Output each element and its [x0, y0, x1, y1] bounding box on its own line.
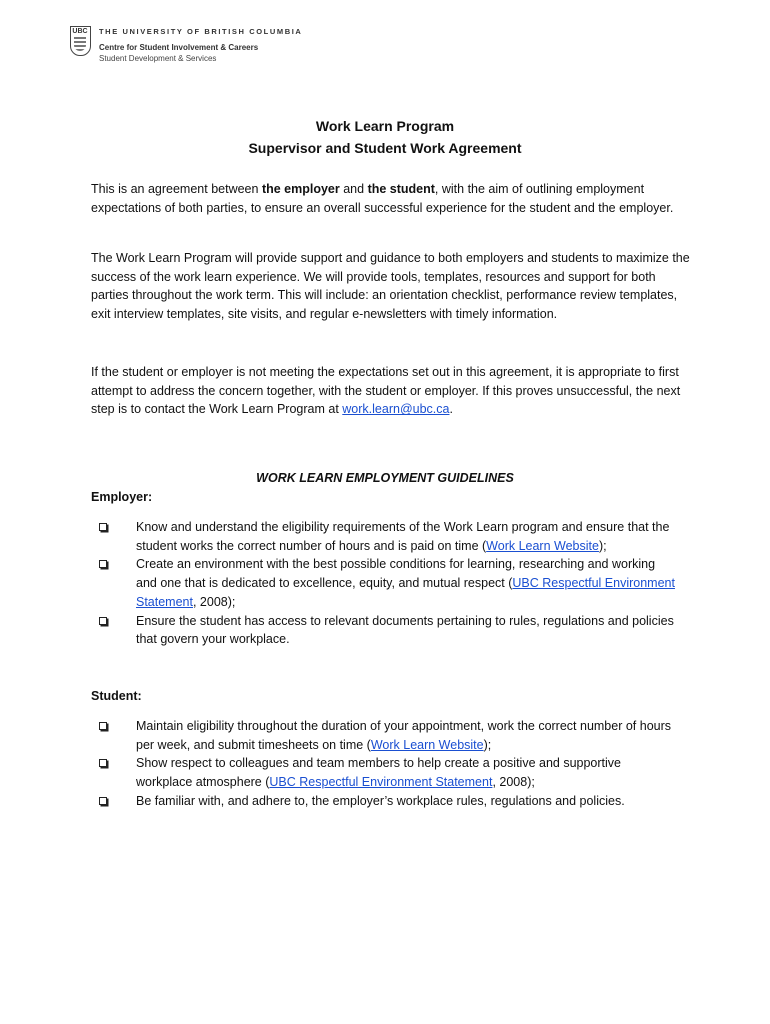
centre-name: Centre for Student Involvement & Careers: [99, 43, 259, 52]
item-text: Create an environment with the best possible conditions for learning, researching and working and one that is dedicated to excellence, equity, and mutual respect (: [136, 557, 656, 591]
concern-end: .: [449, 402, 453, 417]
intro-text-e: , with the aim of outlining employment expectations of both parties, to ensure an overall successful experience for the student and the employer.: [91, 182, 674, 215]
checkbox-icon: [99, 523, 107, 531]
student-item: [97, 754, 677, 791]
document-title: Work Learn Program: [315, 118, 455, 134]
checkbox-icon: [99, 722, 107, 730]
student-item: [97, 717, 677, 754]
item-text-end: );: [483, 737, 492, 752]
intro-employer: the employer: [261, 182, 340, 196]
checkbox-icon: [99, 617, 107, 625]
document-subtitle: Supervisor and Student Work Agreement: [248, 140, 522, 156]
guidelines-heading: WORK LEARN EMPLOYMENT GUIDELINES: [256, 471, 514, 485]
email-link[interactable]: work.learn@ubc.ca: [342, 402, 450, 417]
item-text: Ensure the student has access to relevant documents pertaining to rules, regulations and policies that govern your workplace.: [136, 613, 674, 647]
university-name: THE UNIVERSITY OF BRITISH COLUMBIA: [99, 27, 303, 36]
student-checklist: [97, 717, 677, 811]
checkbox-icon: [99, 797, 107, 805]
student-item: [97, 792, 677, 811]
respectful-environment-link[interactable]: UBC Respectful Environment Statement: [269, 775, 493, 790]
respectful-environment-link[interactable]: UBC Respectful Environment Statement: [136, 576, 675, 609]
employer-item: [97, 518, 677, 555]
intro-paragraph: [91, 180, 691, 217]
item-text-end: , 2008);: [492, 775, 535, 790]
employer-heading: Employer:: [91, 490, 153, 504]
employer-checklist: [97, 518, 677, 649]
employer-item: [97, 612, 677, 649]
ubc-logo-icon: [70, 26, 91, 56]
intro-student: the student: [367, 182, 435, 196]
item-text-end: );: [598, 538, 607, 553]
support-paragraph: The Work Learn Program will provide support and guidance to both employers and students to maximize the success of the work learn experience. We will provide tools, templates, resources and support for both parties throughout the work term. This will include: an orientation checklist, performance review templates, exit interview templates, site visits, and regular e-newsletters with timely information.: [91, 251, 690, 322]
work-learn-website-link[interactable]: Work Learn Website: [486, 538, 599, 553]
intro-text-a: This is an agreement between: [91, 182, 262, 196]
department-name: Student Development & Services: [99, 54, 217, 63]
item-text: Maintain eligibility throughout the duration of your appointment, work the correct number of hours per week, and submit timesheets on time (: [136, 719, 672, 752]
intro-text-c: and: [339, 182, 368, 196]
logo-text: UBC: [72, 28, 88, 35]
work-learn-website-link[interactable]: Work Learn Website: [370, 737, 484, 752]
item-text: Show respect to colleagues and team members to help create a positive and supportive workplace atmosphere (: [136, 756, 621, 790]
concern-text: If the student or employer is not meeting the expectations set out in this agreement, it is appropriate to first attempt to address the concern together, with the student or employer. If this proves unsuccessful, the next step is to contact the Work Learn Program at: [91, 365, 681, 417]
checkbox-icon: [99, 759, 107, 767]
crest-icon: [74, 37, 86, 51]
student-heading: Student:: [91, 689, 142, 703]
checkbox-icon: [99, 560, 107, 568]
employer-item: [97, 555, 677, 611]
item-text-end: , 2008);: [192, 594, 236, 609]
item-text: Be familiar with, and adhere to, the employer’s workplace rules, regulations and policies.: [136, 793, 625, 808]
item-text: Know and understand the eligibility requirements of the Work Learn program and ensure that the student works the correct number of hours and is paid on time (: [136, 520, 670, 553]
concern-paragraph: [91, 363, 691, 419]
